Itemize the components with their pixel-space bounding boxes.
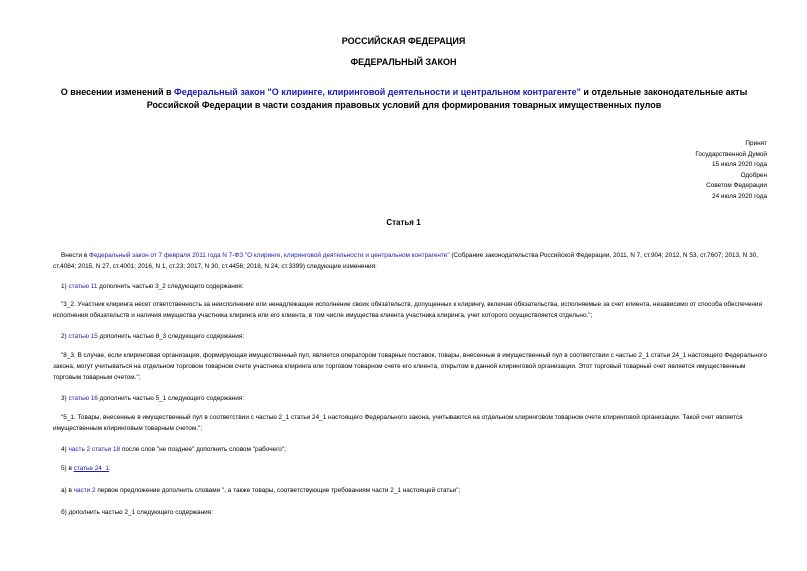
item-5 (53, 463, 768, 474)
item1-prefix: 1) (61, 283, 69, 290)
adoption-council: Советом Федерации (706, 182, 767, 190)
item1-link[interactable]: статью 11 (68, 283, 98, 290)
intro-prefix: Внести в (61, 252, 89, 259)
intro-suffix: (Собрание законодательства Российской Федерации, 2011, N 7, ст.904; 2012, N 53, ст.7607; 2013, N 30, ст.4084; 2015, N 27, ст.4001; 2016, N 1, ст.23; 2017, N 30, ст.4456; 2018, N 24, ст.3399) следующие изменения: (53, 252, 758, 270)
intro-law-link[interactable]: Федеральный закон от 7 февраля 2011 года N 7-ФЗ "О клиринге, клиринговой деятельности и центральном контрагенте" (88, 252, 450, 259)
adoption-council-date: 24 июля 2020 года (712, 192, 767, 200)
title-law-link[interactable]: Федеральный закон "О клиринге, клиринговой деятельности и центральном контрагенте" (174, 87, 581, 97)
title-suffix: и отдельные законодательные акты Российской Федерации в части создания правовых условий для формирования товарных имущественных пулов (146, 87, 748, 110)
adoption-duma-date: 15 июля 2020 года (712, 161, 767, 169)
item5a-suffix: первое предложение дополнить словами ", а также товары, соответствующие требованиям части 2_1 настоящей статьи"; (95, 487, 461, 494)
item1-suffix: дополнить частью 3_2 следующего содержания: (97, 283, 244, 290)
item2-link[interactable]: статью 15 (68, 333, 98, 340)
item-2 (53, 331, 768, 342)
item-5a (53, 485, 768, 496)
country-heading: РОССИЙСКАЯ ФЕДЕРАЦИЯ (341, 36, 466, 46)
item5a-prefix: а) в (61, 487, 74, 494)
item2-suffix: дополнить частью 8_3 следующего содержания: (97, 333, 245, 340)
title-prefix: О внесении изменений в (60, 87, 175, 97)
item-4 (53, 444, 768, 455)
law-title (36, 86, 772, 112)
item2-prefix: 2) (61, 333, 69, 340)
item5a-link[interactable]: части 2 (73, 487, 96, 494)
item-1 (53, 281, 768, 292)
adoption-duma: Государственной Думой (695, 150, 767, 158)
quote-1: "3_2. Участник клиринга несет ответственность за неисполнение или ненадлежащее исполнение своих обязательств, допущенных к клирингу, включая обязательства, исполняемые за счет клиента, независимо от способа обеспечения исполнения обязательств и наличия имущества участника клиринга или его клиента, в том числе имущества клиента участника клиринга, учет которого осуществляется отдельно."; (53, 301, 762, 319)
item5-suffix: : (108, 465, 111, 472)
quote-2: "8_3. В случае, если клиринговая организация, формирующая имущественный пул, является оператором товарных поставок, товары, внесенные в имущественный пул в соответствии с частью 2_1 статьи 24_1 настоящего Федерального закона, могут учитываться на отдельном торговом товарном счете участника клиринга или торговом товарном счете его клиента, открытом в данной клиринговой организации. Этот торговый товарный счет является имущественным торговым товарным счетом."; (53, 352, 767, 381)
law-type-heading: ФЕДЕРАЛЬНЫЙ ЗАКОН (350, 57, 457, 67)
adoption-block (695, 139, 767, 203)
item4-suffix: после слов "не позднее" дополнить словом "рабочего"; (120, 446, 286, 453)
item-3 (53, 393, 768, 404)
item3-suffix: дополнить частью 5_1 следующего содержания: (97, 395, 245, 402)
article-heading: Статья 1 (386, 218, 421, 227)
adoption-accepted: Принят (745, 140, 767, 147)
item5-link[interactable]: статье 24_1 (73, 465, 109, 472)
item3-prefix: 3) (61, 395, 69, 402)
article-intro (53, 250, 768, 272)
adoption-approved: Одобрен (740, 171, 767, 179)
quote-3: "5_1. Товары, внесенные в имущественный пул в соответствии с частью 2_1 статьи 24_1 настоящего Федерального закона, учитываются на отдельном клиринговом товарном счете клиринговой организации. Такой счет является имущественным клиринговым товарным счетом."; (53, 414, 743, 432)
item3-link[interactable]: статью 16 (68, 395, 98, 402)
item4-link[interactable]: часть 2 статьи 18 (68, 446, 121, 453)
item-5b: б) дополнить частью 2_1 следующего содержания: (61, 509, 213, 516)
item5-prefix: 5) в (61, 465, 74, 472)
item4-prefix: 4) (61, 446, 69, 453)
